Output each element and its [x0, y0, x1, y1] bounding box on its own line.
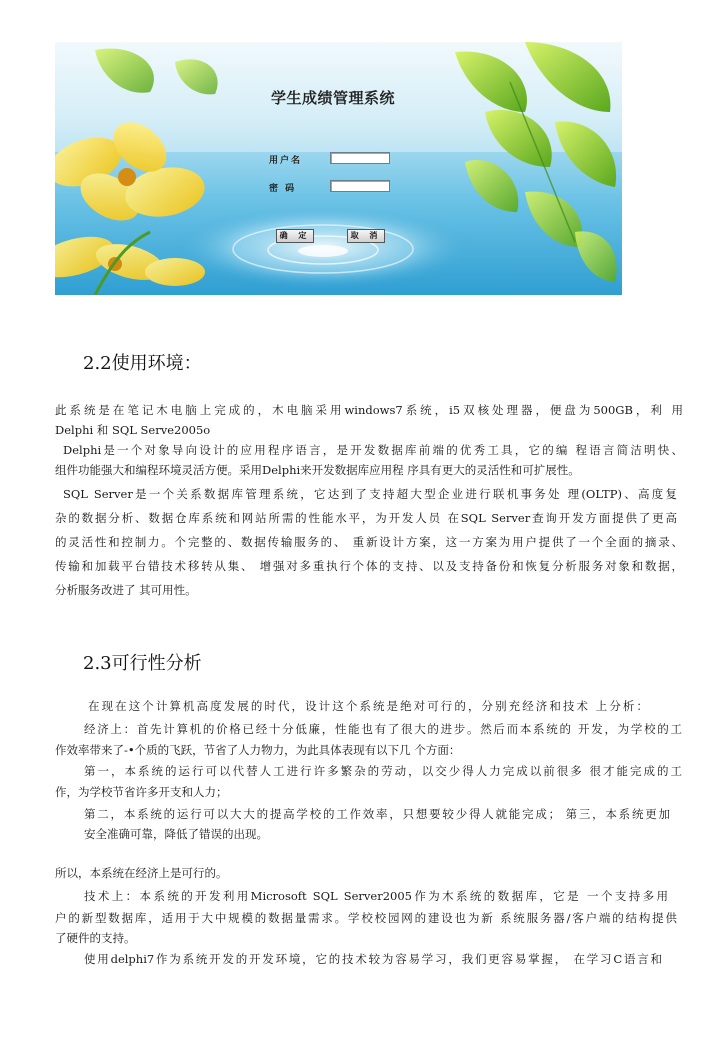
paragraph-line: Delphi是一个对象导向设计的应用程序语言，是开发数据库前端的优秀工具，它的编 程语言简洁明快、: [63, 443, 683, 457]
cancel-button[interactable]: 取 消: [347, 229, 385, 243]
paragraph-line: 户的新型数据库，适用于大中规模的数据量需求。学校校园网的建设也为新 系统服务器/客户端的结构提供: [55, 911, 677, 925]
paragraph-line: 在现在这个计算机高度发展的时代，设计这个系统是绝对可行的，分别充经济和技术 上分析：: [88, 699, 648, 713]
username-label: 用户名: [269, 156, 303, 166]
password-label: 密 码: [269, 184, 297, 194]
login-screenshot: [55, 42, 622, 295]
paragraph-line: 杂的数据分析、数据仓库系统和网站所需的性能水平，为开发人员 在SQL Server查询开发方面提供了更高: [55, 511, 677, 525]
section-heading-2-2: 2.2使用环境：: [83, 353, 202, 374]
paragraph-line: 作效率带来了-•个质的飞跃，节省了人力物力，为此具体表现有以下几 个方面：: [55, 743, 461, 757]
paragraph-line: 组件功能强大和编程环境灵活方便。采用Delphi来开发数据库应用程 序具有更大的灵活性和可扩展性。: [55, 463, 580, 477]
section-heading-2-3: 2.3可行性分析: [83, 653, 202, 674]
username-input[interactable]: [330, 152, 390, 164]
paragraph-line: 第一，本系统的运行可以代替人工进行许多繁杂的劳动，以交少得人力完成以前很多 很才能完成的工: [84, 764, 682, 778]
paragraph-line: SQL Server是一个关系数据库管理系统，它达到了支持超大型企业进行联机事务处 理(OLTP)、高度复: [63, 487, 677, 501]
paragraph-line: 作，为学校节省许多开支和人力；: [55, 785, 228, 799]
login-title: 学生成绩管理系统: [271, 89, 396, 107]
paragraph-line: 的灵活性和控制力。个完整的、数据传输服务的、 重新设计方案，这一方案为用户提供了一个全面的摘录、: [55, 535, 683, 549]
paragraph-line: 技术上：本系统的开发利用Microsoft SQL Server2005作为木系统的数据库，它是 一个支持多用: [84, 889, 668, 903]
paragraph-line: Delphi 和 SQL Serve2005o: [55, 423, 211, 437]
paragraph-line: 经济上：首先计算机的价格已经十分低廉，性能也有了很大的进步。然后而本系统的 开发，为学校的工: [84, 722, 682, 736]
paragraph-line: 分析服务改进了 其可用性。: [55, 583, 197, 597]
nature-background-image: [55, 42, 622, 295]
confirm-button[interactable]: 确 定: [276, 229, 314, 243]
paragraph-line: 第二，本系统的运行可以大大的提高学校的工作效率，只想要较少得人就能完成； 第三，本系统更加: [84, 807, 670, 821]
paragraph-line: 传输和加载平台错技术移转从集、 增强对多重执行个体的支持、以及支持备份和恢复分析服务对象和数据，: [55, 559, 683, 573]
paragraph-line: 使用delphi7作为系统开发的开发环境，它的技术较为容易学习，我们更容易掌握， 在学习C语言和: [84, 952, 662, 966]
paragraph-line: 此系统是在笔记木电脑上完成的，木电脑采用windows7系统，i5双核处理器，便盘为500GB，利 用: [55, 403, 683, 417]
paragraph-line: 所以，本系统在经济上是可行的。: [55, 866, 228, 880]
paragraph-line: 安全准确可靠，降低了错误的出现。: [84, 827, 268, 841]
paragraph-line: 了硬件的支持。: [55, 931, 136, 945]
password-input[interactable]: [330, 180, 390, 192]
